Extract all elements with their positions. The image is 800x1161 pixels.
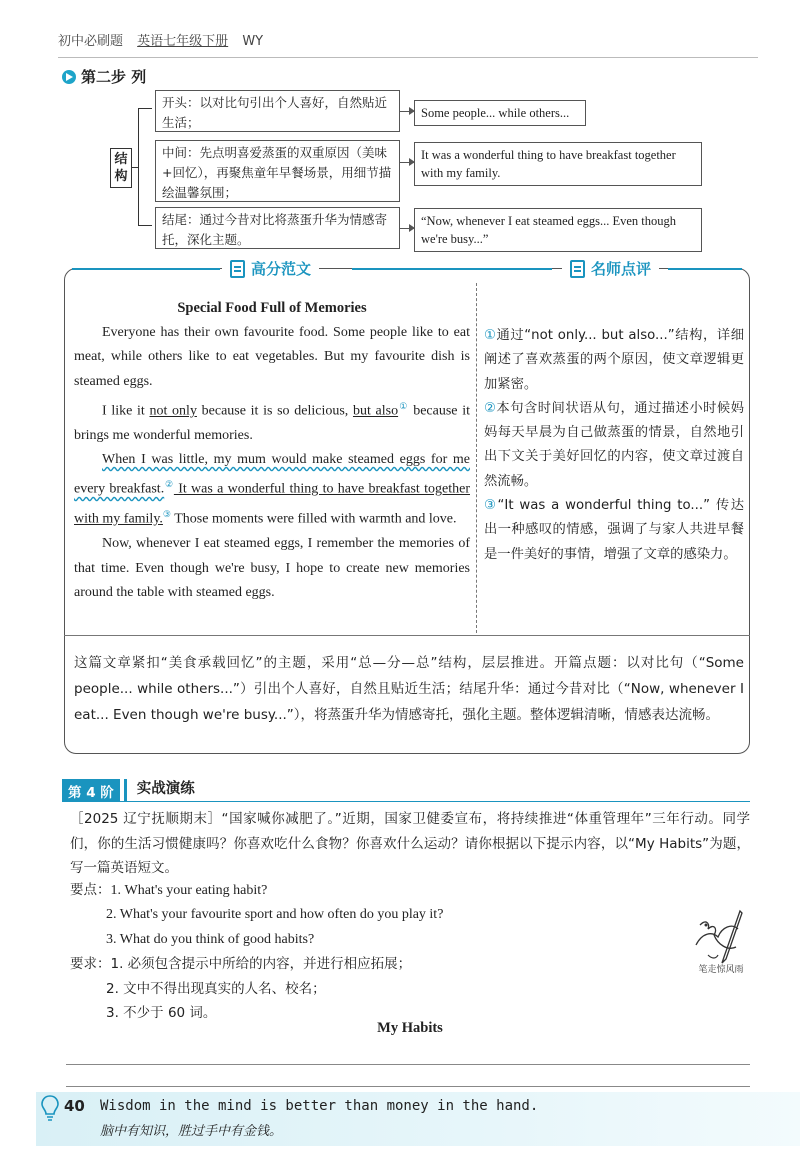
motto-chinese: 脑中有知识，胜过手中有金钱。 [100,1124,283,1139]
panel-divider [476,283,477,633]
pen-note-icon [570,260,585,278]
structure-cn-1: 开头：以对比句引出个人喜好，自然贴近生活； [155,90,400,132]
edition: WY [242,34,264,49]
essay-paragraph: Now, whenever I eat steamed eggs, I remember the memories of that time. Even though we're busy, I hope to create new memories around the table with steamed eggs. [74,536,470,600]
structure-cn-2: 中间：先点明喜爱蒸蛋的双重原因（美味+回忆），再聚焦童年早餐场景，用细节描绘温馨氛围； [155,140,400,202]
tab-line [72,268,220,270]
comment-item: ③“It was a wonderful thing to...” 传达出一种感叹的情感，强调了与家人共进早餐是一件美好的事情，增强了文章的感染力。 [484,498,745,562]
motto-english: Wisdom in the mind is better than money in the hand. [100,1098,539,1114]
point-row: 要点：1. What's your eating habit? [70,882,268,898]
point-row: 2. What's your favourite sport and how often do you play it? [106,907,444,923]
page-number: 40 [64,1097,85,1115]
tab-model-essay: 高分范文 [222,258,319,279]
section-header [62,778,750,802]
comment-item: ①通过“not only... but also...”结构，详细阐述了喜欢蒸蛋的两个原因，使文章逻辑更加紧密。 [484,328,745,392]
essay-paragraph: I like it not only because it is so delicious, but also① because it brings me wonderful memories. [74,400,470,443]
essay-paragraph: Everyone has their own favourite food. Some people like to eat meat, while others like to eat vegetables. But my favourite dish is steamed eggs. [74,325,470,389]
structure-label: 结构 [110,148,132,188]
arrow-icon [400,228,414,229]
tab-line [352,268,552,270]
doodle-caption: 笔走惊风雨 [698,965,744,975]
req-row: 要求：1. 必须包含提示中所给的内容，并进行相应拓展； [70,956,412,973]
lightbulb-icon [40,1094,60,1122]
essay-title: Special Food Full of Memories [177,300,367,316]
writing-line [66,1064,750,1065]
structure-cn-3: 结尾：通过今昔对比将蒸蛋升华为情感寄托，深化主题。 [155,207,400,249]
section-title: 实战演练 [124,779,195,801]
essay-summary: 这篇文章紧扣“美食承载回忆”的主题，采用“总—分—总”结构，层层推进。开篇点题：以对比句（“Some people... while others...”）引出个人喜好，自然且贴近生活；结尾升华：通过今昔对比（“Now, whenever I eat... Even though we're busy...”），将蒸蛋升华为情感寄托，强化主题。整体逻辑清晰，情感表达流畅。 [74,655,744,723]
running-header [58,30,758,58]
point-row: 3. What do you think of good habits? [106,931,315,947]
structure-en-2: It was a wonderful thing to have breakfast together with my family. [414,142,702,186]
document-icon [230,260,245,278]
panel-divider [64,635,750,636]
play-icon [62,70,76,84]
req-row: 3. 不少于 60 词。 [106,1005,217,1022]
writing-line [66,1086,750,1087]
arrow-icon [400,111,414,112]
structure-en-3: “Now, whenever I eat steamed eggs... Even though we're busy...” [414,208,702,252]
section-number: 第 4 阶 [62,779,120,801]
tab-teacher-comment: 名师点评 [562,258,659,279]
subject-grade: 英语七年级下册 [137,34,229,49]
step-title: 第二步 列 [62,66,146,87]
req-row: 2. 文中不得出现真实的人名、校名； [106,980,326,997]
structure-bracket [138,108,152,226]
writing-heading: My Habits [377,1020,443,1036]
tab-line [668,268,742,270]
structure-en-1: Some people... while others... [414,100,586,126]
model-essay [74,321,470,605]
book-name: 初中必刷题 [58,34,124,49]
comment-item: ②本句含时间状语从句，通过描述小时候妈妈每天早晨为自己做蒸蛋的情景，自然地引出下文关于美好回忆的内容，使文章过渡自然流畅。 [484,400,744,489]
task-requirements [70,878,670,1025]
arrow-icon [400,162,414,163]
teacher-comments [484,324,744,567]
essay-paragraph: When I was little, my mum would make steamed eggs for me every breakfast.② It was a wonderful thing to have breakfast together with my family.③ Those moments were filled with warmth and love. [74,452,470,528]
writing-task: ［2025 辽宁抚顺期末］“国家喊你减肥了。”近期，国家卫健委宣布，将持续推进“体重管理年”三年行动。同学们，你的生活习惯健康吗？你喜欢吃什么食物？你喜欢什么运动？请你根据以下提示内容，以“My Habits”为题，写一篇英语短文。 [70,811,750,876]
